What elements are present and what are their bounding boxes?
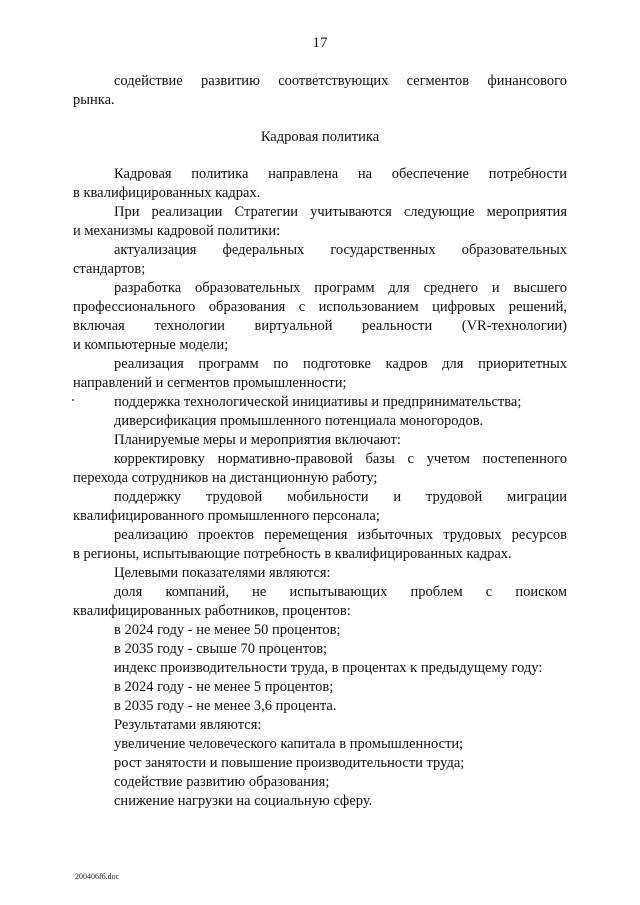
text-line: в регионы, испытывающие потребность в квалифицированных кадрах.	[73, 546, 512, 562]
text-line: стандартов;	[73, 261, 146, 277]
text-line: в 2024 году - не менее 50 процентов;	[114, 622, 341, 638]
text-line: включая технологии виртуальной реальности (VR-технологии)	[73, 318, 567, 334]
text-line: содействие развитию соответствующих сегментов финансового	[114, 73, 567, 89]
text-line: поддержку трудовой мобильности и трудовой миграции	[114, 489, 567, 505]
scan-speck	[72, 399, 74, 401]
text-line: снижение нагрузки на социальную сферу.	[114, 793, 373, 809]
text-line: поддержка технологической инициативы и предпринимательства;	[114, 394, 522, 410]
text-line: в 2035 году - свыше 70 процентов;	[114, 641, 328, 657]
text-line: доля компаний, не испытывающих проблем с поиском	[114, 584, 567, 600]
text-line: Результатами являются:	[114, 717, 262, 733]
text-line: актуализация федеральных государственных образовательных	[114, 242, 567, 258]
text-line: рынка.	[73, 92, 115, 108]
text-line: реализацию проектов перемещения избыточных трудовых ресурсов	[114, 527, 567, 543]
text-line: Целевыми показателями являются:	[114, 565, 331, 581]
page-number: 17	[312, 35, 328, 51]
text-line: направлений и сегментов промышленности;	[73, 375, 347, 391]
text-line: разработка образовательных программ для среднего и высшего	[114, 280, 567, 296]
text-line: содействие развитию образования;	[114, 774, 330, 790]
text-line: корректировку нормативно-правовой базы с учетом постепенного	[114, 451, 567, 467]
section-heading: Кадровая политика	[260, 129, 380, 145]
text-line: профессионального образования с использованием цифровых решений,	[73, 299, 567, 315]
text-line: Кадровая политика направлена на обеспечение потребности	[114, 166, 567, 182]
text-line: индекс производительности труда, в процентах к предыдущему году:	[114, 660, 543, 676]
text-line: увеличение человеческого капитала в промышленности;	[114, 736, 464, 752]
document-body	[73, 72, 567, 811]
text-line: и механизмы кадровой политики:	[73, 223, 281, 239]
text-line: перехода сотрудников на дистанционную работу;	[73, 470, 378, 486]
text-line: реализация программ по подготовке кадров для приоритетных	[114, 356, 567, 372]
text-line: квалифицированных работников, процентов:	[73, 603, 351, 619]
text-line: в 2035 году - не менее 3,6 процента.	[114, 698, 337, 714]
text-line: диверсификация промышленного потенциала моногородов.	[114, 413, 484, 429]
text-line: в квалифицированных кадрах.	[73, 185, 261, 201]
text-line: При реализации Стратегии учитываются следующие мероприятия	[114, 204, 567, 220]
text-line: рост занятости и повышение производительности труда;	[114, 755, 465, 771]
text-line: Планируемые меры и мероприятия включают:	[114, 432, 401, 448]
text-line: квалифицированного промышленного персонала;	[73, 508, 380, 524]
text-line: и компьютерные модели;	[73, 337, 229, 353]
file-name-footer: 200406f6.doc	[75, 872, 120, 881]
text-line: в 2024 году - не менее 5 процентов;	[114, 679, 334, 695]
